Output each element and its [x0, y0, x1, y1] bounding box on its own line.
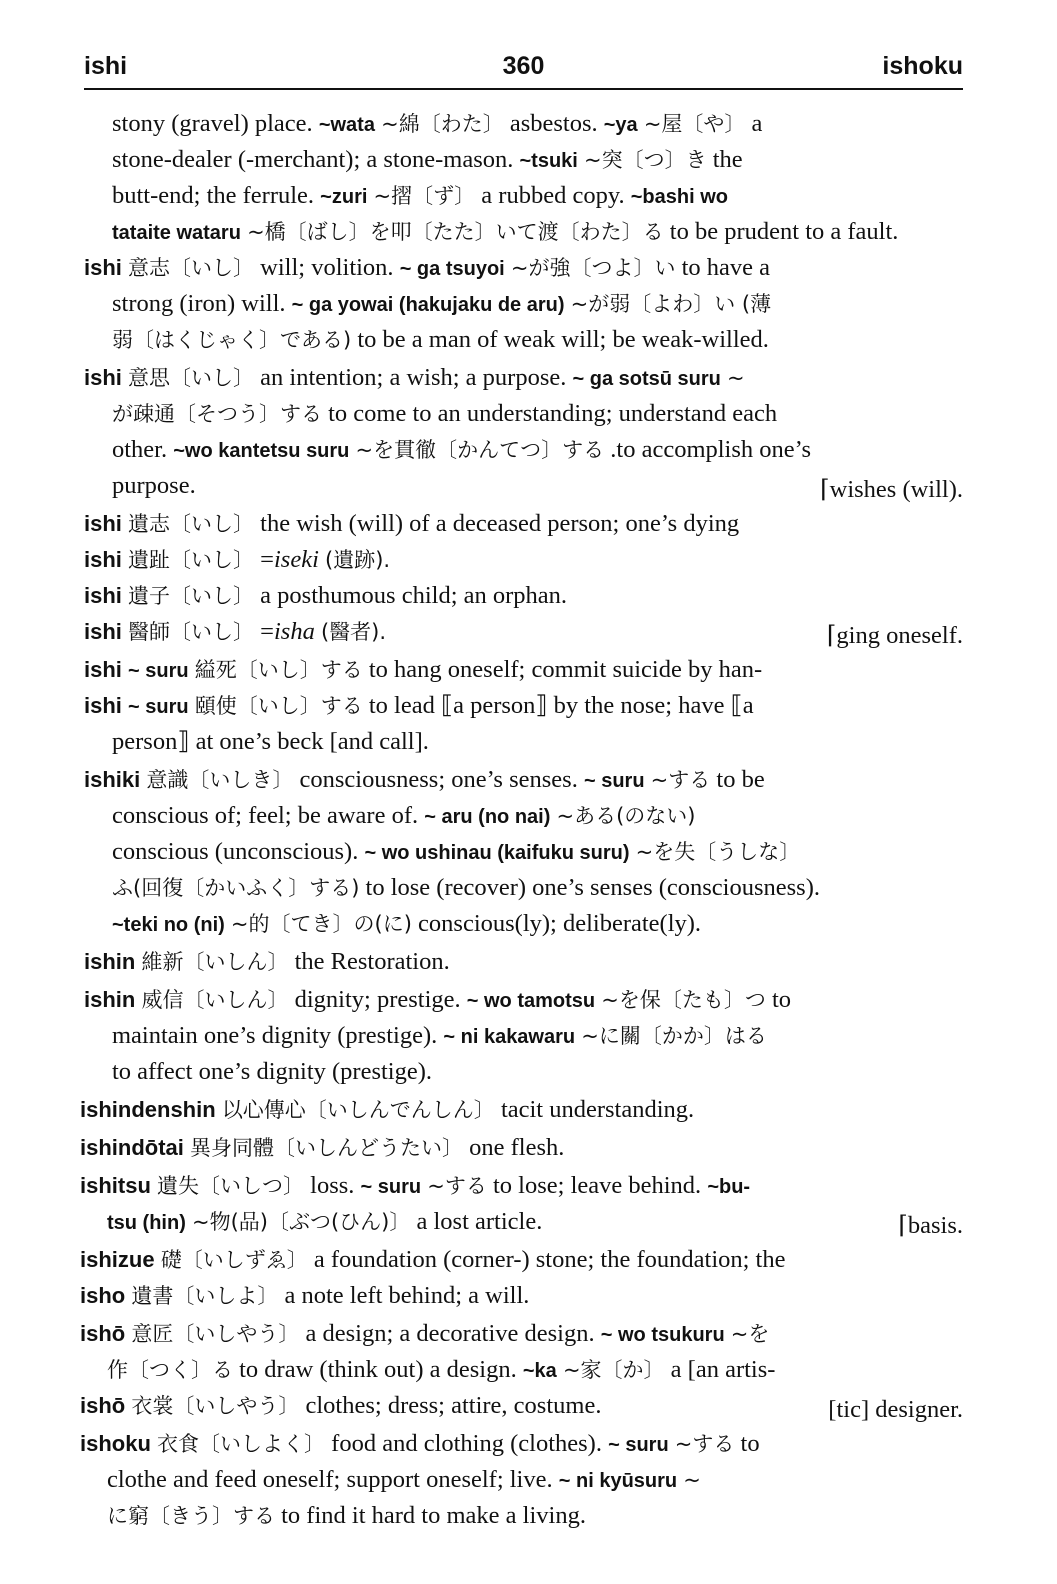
entry-line: [84, 652, 963, 688]
japanese-text: ~に關〔かか〕はる: [581, 1024, 767, 1048]
definition-text: =: [254, 546, 274, 573]
headword: ishō: [80, 1393, 126, 1418]
definition-text: to be a man of weak will; be weak-willed.: [351, 326, 769, 353]
romaji-phrase: ~teki no (ni): [112, 914, 225, 936]
japanese-text: (醫者).: [320, 620, 387, 644]
japanese-text: ~的〔てき〕の(に): [230, 912, 412, 936]
entry-line: [112, 798, 963, 834]
romaji-phrase: ~ ni kakawaru: [443, 1026, 576, 1048]
romaji-phrase: ~ ga yowai (hakujaku de aru): [291, 294, 565, 316]
japanese-text: 遺趾〔いし〕: [128, 548, 255, 572]
japanese-text: ~物(品)〔ぶつ(ひん)〕: [192, 1210, 411, 1234]
japanese-text: 醫師〔いし〕: [128, 620, 255, 644]
japanese-text: 衣裳〔いしやう〕: [131, 1394, 300, 1418]
japanese-text: ~を失〔うしな〕: [635, 840, 801, 864]
headword: ishi: [84, 619, 122, 644]
headword: ishi: [84, 365, 122, 390]
japanese-text: 遺子〔いし〕: [128, 584, 255, 608]
romaji-phrase: ~bu-: [707, 1176, 751, 1198]
japanese-text: 意識〔いしき〕: [146, 768, 294, 792]
entry-line: [84, 982, 963, 1018]
entry-line: [80, 1316, 963, 1352]
romaji-phrase: ~wata: [318, 114, 375, 136]
romaji-phrase: ~zuri: [320, 186, 368, 208]
romaji-phrase: ~bashi wo: [630, 186, 728, 208]
definition-text: food and clothing (clothes).: [325, 1430, 609, 1457]
japanese-text: 遺失〔いしつ〕: [157, 1174, 305, 1198]
headword: ishiki: [84, 767, 141, 792]
headword: ishi: [84, 255, 122, 280]
entry-line: [112, 1018, 963, 1054]
overflow-continuation: ⌈basis.: [898, 1212, 963, 1239]
definition-text: the: [706, 146, 743, 173]
entry-line: [80, 1278, 963, 1314]
japanese-text: 縊死〔いし〕する: [194, 658, 363, 682]
japanese-text: ~ある(のない): [556, 804, 696, 828]
entry-line: [112, 178, 963, 214]
definition-text: purpose.: [112, 472, 196, 499]
definition-text: a: [745, 110, 763, 137]
japanese-text: ~橋〔ばし〕を叩〔たた〕いて渡〔わた〕る: [247, 220, 664, 244]
japanese-text: 以心傳心〔いしんでんしん〕: [221, 1098, 495, 1122]
entry-line: [84, 542, 963, 578]
japanese-text: 維新〔いしん〕: [141, 950, 289, 974]
entry-line: [107, 1352, 963, 1388]
entry-line: [84, 762, 963, 798]
japanese-text: ~家〔か〕: [562, 1358, 665, 1382]
japanese-text: 礎〔いしずゑ〕: [160, 1248, 308, 1272]
definition-text: =: [254, 618, 274, 645]
definition-text: conscious of; feel; be aware of.: [112, 802, 425, 829]
entry-line: [112, 468, 677, 504]
japanese-text: ~屋〔や〕: [643, 112, 746, 136]
entry-line: [84, 250, 963, 286]
japanese-text: 遺書〔いしよ〕: [131, 1284, 279, 1308]
romaji-phrase: ~ aru (no nai): [424, 806, 551, 828]
entry-line: [112, 834, 963, 870]
romaji-phrase: ~ wo tamotsu: [466, 990, 596, 1012]
definition-text: to lead ⟦a person⟧ by the nose; have ⟦a: [362, 692, 754, 719]
japanese-text: 遺志〔いし〕: [128, 512, 255, 536]
definition-text: to draw (think out) a design.: [233, 1356, 523, 1383]
definition-text: a design; a decorative design.: [299, 1320, 601, 1347]
overflow-continuation: [tic] designer.: [828, 1396, 963, 1423]
japanese-text: 衣食〔いしよく〕: [157, 1432, 326, 1456]
romaji-phrase: ~ ga sotsū suru: [572, 368, 721, 390]
headword: ishindōtai: [80, 1135, 184, 1160]
romaji-phrase: ~ wo tsukuru: [600, 1324, 725, 1346]
definition-text: strong (iron) will.: [112, 290, 292, 317]
romaji-phrase: ~ya: [603, 114, 638, 136]
headword: ishitsu: [80, 1173, 151, 1198]
definition-text: a posthumous child; an orphan.: [254, 582, 568, 609]
definition-text: to affect one’s dignity (prestige).: [112, 1058, 432, 1085]
definition-text: clothes; dress; attire, costume.: [299, 1392, 602, 1419]
entry-line: [80, 1130, 963, 1166]
entry-line: [112, 396, 963, 432]
japanese-text: ~を保〔たも〕つ: [601, 988, 766, 1012]
headword: ishi: [84, 583, 122, 608]
definition-text: to lose; leave behind.: [486, 1172, 708, 1199]
romaji-phrase: ~ suru: [128, 660, 189, 682]
japanese-text: 意志〔いし〕: [128, 256, 255, 280]
definition-text: an intention; a wish; a purpose.: [254, 364, 573, 391]
headword: ishizue: [80, 1247, 155, 1272]
entry-line: [80, 1092, 963, 1128]
japanese-text: ~: [683, 1468, 701, 1492]
japanese-text: 作〔つく〕る: [107, 1358, 233, 1382]
japanese-text: 意思〔いし〕: [128, 366, 255, 390]
definition-text: stony (gravel) place.: [112, 110, 319, 137]
japanese-text: に窮〔きう〕する: [107, 1504, 275, 1528]
definition-text: conscious (unconscious).: [112, 838, 365, 865]
page-header: [84, 48, 963, 90]
definition-text: loss.: [304, 1172, 361, 1199]
japanese-text: 弱〔はくじゃく〕である): [112, 328, 352, 352]
romaji-phrase: ~wo kantetsu suru: [173, 440, 350, 462]
cross-reference: iseki: [273, 546, 319, 573]
headword: ishi: [84, 511, 122, 536]
japanese-text: ふ(回復〔かいふく〕する): [112, 876, 360, 900]
romaji-phrase: ~ ga tsuyoi: [399, 258, 505, 280]
japanese-text: 威信〔いしん〕: [141, 988, 289, 1012]
japanese-text: ~を貫徹〔かんてつ〕する: [355, 438, 605, 462]
definition-text: a [an artis-: [664, 1356, 776, 1383]
entry-line: [112, 142, 963, 178]
header-first-entry: ishi: [84, 52, 128, 80]
definition-text: person⟧ at one’s beck [and call].: [112, 728, 429, 755]
definition-text: dignity; prestige.: [288, 986, 467, 1013]
entry-line: [107, 1204, 677, 1240]
entry-line: [80, 1168, 963, 1204]
definition-text: the Restoration.: [288, 948, 450, 975]
definition-text: the wish (will) of a deceased person; one’s dying: [254, 510, 740, 537]
entry-line: [84, 944, 963, 980]
romaji-phrase: ~ suru: [608, 1434, 669, 1456]
definition-text: to have a: [675, 254, 771, 281]
entry-line: [112, 906, 963, 942]
headword: ishindenshin: [80, 1097, 216, 1122]
japanese-text: (遺跡).: [325, 548, 391, 572]
definition-text: one flesh.: [463, 1134, 565, 1161]
romaji-phrase: ~ suru: [583, 770, 645, 792]
cross-reference: isha: [273, 618, 315, 645]
romaji-phrase: ~ suru: [128, 696, 189, 718]
headword: ishi: [84, 693, 122, 718]
headword: ishō: [80, 1321, 126, 1346]
romaji-phrase: ~ ni kyūsuru: [558, 1470, 678, 1492]
japanese-text: が疎通〔そつう〕する: [112, 402, 322, 426]
header-last-entry: ishoku: [882, 52, 963, 80]
japanese-text: ~する: [427, 1174, 487, 1198]
entry-line: [80, 1242, 963, 1278]
definition-text: a foundation (corner-) stone; the foundation; the: [307, 1246, 786, 1273]
entry-line: [107, 1462, 963, 1498]
japanese-text: ~する: [650, 768, 711, 792]
definition-text: to find it hard to make a living.: [275, 1502, 586, 1529]
romaji-phrase: ~ wo ushinau (kaifuku suru): [364, 842, 630, 864]
entry-line: [112, 724, 963, 760]
definition-text: asbestos.: [503, 110, 604, 137]
overflow-continuation: ⌈ging oneself.: [826, 622, 963, 649]
entry-line: [84, 578, 963, 614]
japanese-text: 意匠〔いしやう〕: [131, 1322, 300, 1346]
definition-text: to be prudent to a fault.: [663, 218, 899, 245]
definition-text: to: [734, 1430, 760, 1457]
romaji-phrase: ~tsuki: [519, 150, 578, 172]
entry-line: [112, 322, 963, 358]
entry-line: [80, 1426, 963, 1462]
definition-text: other.: [112, 436, 174, 463]
entry-line: [112, 106, 963, 142]
definition-text: conscious(ly); deliberate(ly).: [411, 910, 702, 937]
entry-line: [112, 214, 963, 250]
definition-text: stone-dealer (-merchant); a stone-mason.: [112, 146, 520, 173]
entry-line: [84, 614, 677, 650]
headword: isho: [80, 1283, 126, 1308]
japanese-text: ~が弱〔よわ〕い (薄: [570, 292, 772, 316]
headword: ishi: [84, 657, 122, 682]
japanese-text: 頤使〔いし〕する: [194, 694, 363, 718]
entry-line: [80, 1388, 677, 1424]
definition-text: to lose (recover) one’s senses (consciousness).: [359, 874, 820, 901]
definition-text: consciousness; one’s senses.: [293, 766, 584, 793]
definition-text: to hang oneself; commit suicide by han-: [362, 656, 763, 683]
entry-line: [84, 360, 963, 396]
entry-line: [112, 870, 963, 906]
definition-text: to: [765, 986, 792, 1013]
japanese-text: ~を: [730, 1322, 770, 1346]
entry-line: [112, 432, 963, 468]
definition-text: a note left behind; a will.: [278, 1282, 530, 1309]
entry-line: [84, 688, 963, 724]
definition-text: maintain one’s dignity (prestige).: [112, 1022, 444, 1049]
definition-text: clothe and feed oneself; support oneself; live.: [107, 1466, 559, 1493]
entry-line: [84, 506, 963, 542]
headword: ishi: [84, 547, 122, 572]
romaji-phrase: ~ suru: [360, 1176, 422, 1198]
entry-line: [112, 286, 963, 322]
page-number: 360: [502, 52, 545, 80]
japanese-text: ~摺〔ず〕: [373, 184, 476, 208]
headword: ishin: [84, 949, 136, 974]
definition-text: a rubbed copy.: [475, 182, 631, 209]
definition-text: will; volition.: [254, 254, 400, 281]
japanese-text: 異身同體〔いしんどうたい〕: [190, 1136, 464, 1160]
japanese-text: ~突〔つ〕き: [583, 148, 707, 172]
romaji-phrase: tataite wataru: [112, 222, 241, 244]
definition-text: .to accomplish one’s: [604, 436, 811, 463]
definition-text: a lost article.: [410, 1208, 543, 1235]
romaji-phrase: ~ka: [522, 1360, 557, 1382]
japanese-text: ~が強〔つよ〕い: [510, 256, 676, 280]
definition-text: to be: [710, 766, 765, 793]
japanese-text: ~綿〔わた〕: [381, 112, 504, 136]
overflow-continuation: ⌈wishes (will).: [820, 476, 963, 503]
headword: ishin: [84, 987, 136, 1012]
headword: ishoku: [80, 1431, 151, 1456]
definition-text: butt-end; the ferrule.: [112, 182, 321, 209]
entry-line: [107, 1498, 963, 1534]
definition-text: to come to an understanding; understand each: [322, 400, 778, 427]
romaji-phrase: tsu (hin): [107, 1212, 186, 1234]
entry-line: [112, 1054, 963, 1090]
japanese-text: ~する: [674, 1432, 735, 1456]
japanese-text: ~: [726, 366, 745, 390]
definition-text: tacit understanding.: [494, 1096, 695, 1123]
